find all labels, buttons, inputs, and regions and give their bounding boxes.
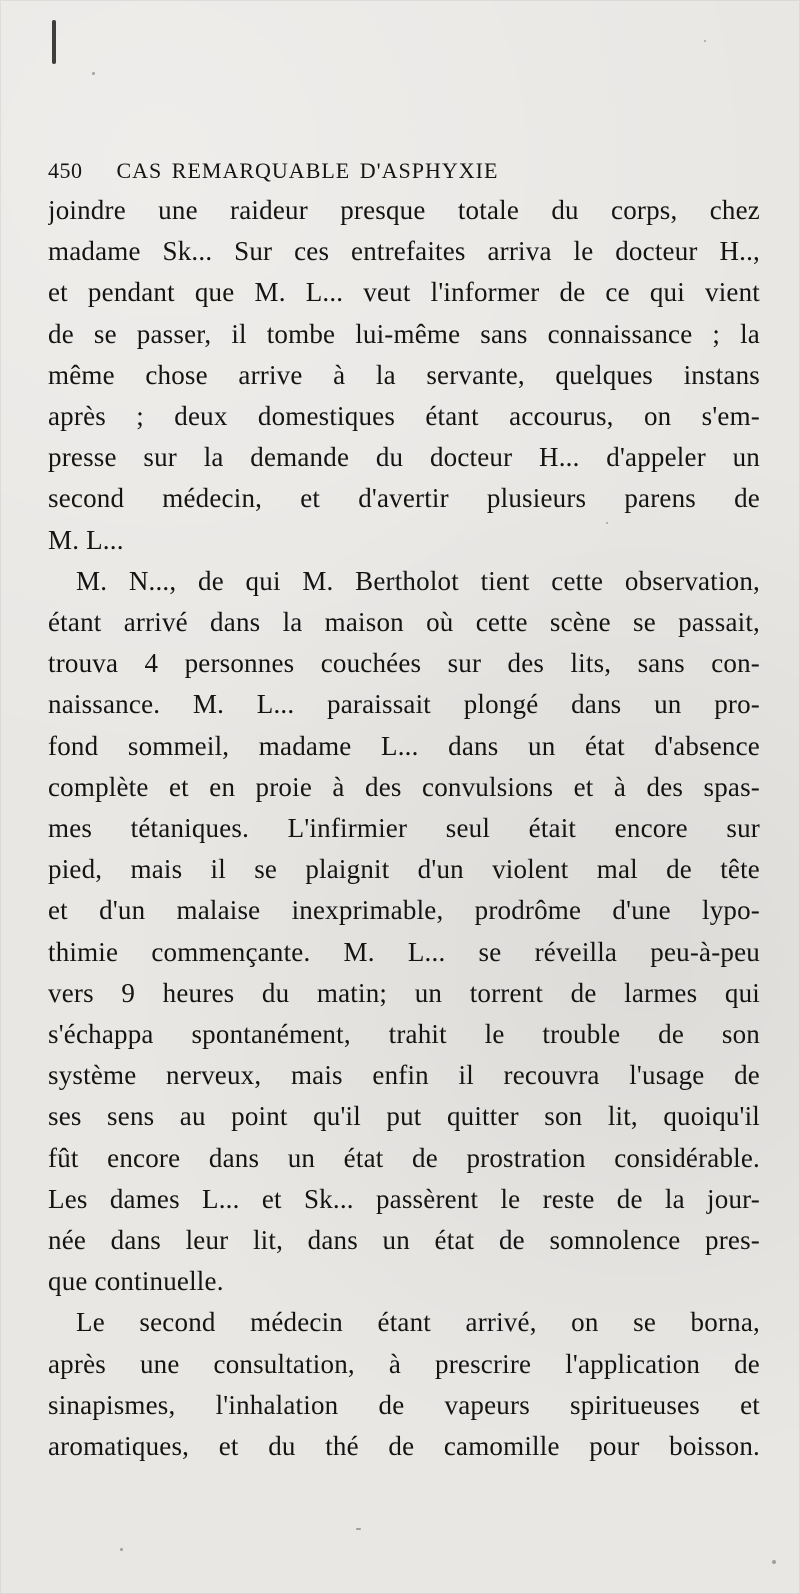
text-line: après une consultation, à prescrire l'application de bbox=[48, 1348, 760, 1379]
text-line: madame Sk... Sur ces entrefaites arriva le docteur H.., bbox=[48, 236, 760, 267]
text-line: second médecin, et d'avertir plusieurs parens de bbox=[48, 483, 760, 514]
text-line: mes tétaniques. L'infirmier seul était encore sur bbox=[48, 813, 760, 844]
paper-speck bbox=[772, 1560, 776, 1564]
text-line: presse sur la demande du docteur H... d'appeler un bbox=[48, 442, 760, 473]
text-line: et d'un malaise inexprimable, prodrôme d'une lypo- bbox=[48, 895, 760, 926]
text-line: fond sommeil, madame L... dans un état d'absence bbox=[48, 730, 760, 761]
paper-speck bbox=[704, 40, 706, 42]
body-text bbox=[48, 190, 760, 1467]
paper-speck bbox=[92, 72, 95, 75]
text-line: thimie commençante. M. L... se réveilla peu-à-peu bbox=[48, 936, 760, 967]
text-line: même chose arrive à la servante, quelques instans bbox=[48, 359, 760, 390]
text-line: système nerveux, mais enfin il recouvra l'usage de bbox=[48, 1060, 760, 1091]
text-line: s'échappa spontanément, trahit le trouble de son bbox=[48, 1019, 760, 1050]
text-line: sinapismes, l'inhalation de vapeurs spiritueuses et bbox=[48, 1389, 760, 1420]
running-title: CAS REMARQUABLE D'ASPHYXIE bbox=[116, 158, 499, 183]
page-number: 450 bbox=[48, 158, 83, 183]
text-line: née dans leur lit, dans un état de somnolence pres- bbox=[48, 1225, 760, 1256]
text-line: après ; deux domestiques étant accourus, on s'em- bbox=[48, 401, 760, 432]
paragraph-start-line: M. N..., de qui M. Bertholot tient cette observation, bbox=[76, 565, 760, 596]
text-line: pied, mais il se plaignit d'un violent mal de tête bbox=[48, 854, 760, 885]
text-line: M. L... bbox=[48, 524, 124, 555]
paragraph-start-line: Le second médecin étant arrivé, on se borna, bbox=[76, 1307, 760, 1338]
text-line: trouva 4 personnes couchées sur des lits, sans con- bbox=[48, 648, 760, 679]
paper-speck bbox=[356, 1528, 361, 1530]
top-ink-mark bbox=[52, 20, 56, 64]
text-line: et pendant que M. L... veut l'informer de ce qui vient bbox=[48, 277, 760, 308]
text-line: complète et en proie à des convulsions et à des spas- bbox=[48, 771, 760, 802]
text-line: ses sens au point qu'il put quitter son lit, quoiqu'il bbox=[48, 1101, 760, 1132]
text-line: naissance. M. L... paraissait plongé dans un pro- bbox=[48, 689, 760, 720]
text-line: que continuelle. bbox=[48, 1266, 224, 1297]
paper-speck bbox=[120, 1548, 123, 1551]
text-line: Les dames L... et Sk... passèrent le reste de la jour- bbox=[48, 1183, 760, 1214]
text-line: étant arrivé dans la maison où cette scène se passait, bbox=[48, 607, 760, 638]
text-line: de se passer, il tombe lui-même sans connaissance ; la bbox=[48, 318, 760, 349]
text-line: vers 9 heures du matin; un torrent de larmes qui bbox=[48, 977, 760, 1008]
text-line: fût encore dans un état de prostration considérable. bbox=[48, 1142, 760, 1173]
text-line: aromatiques, et du thé de camomille pour boisson. bbox=[48, 1431, 760, 1462]
text-line: joindre une raideur presque totale du corps, chez bbox=[48, 195, 760, 225]
